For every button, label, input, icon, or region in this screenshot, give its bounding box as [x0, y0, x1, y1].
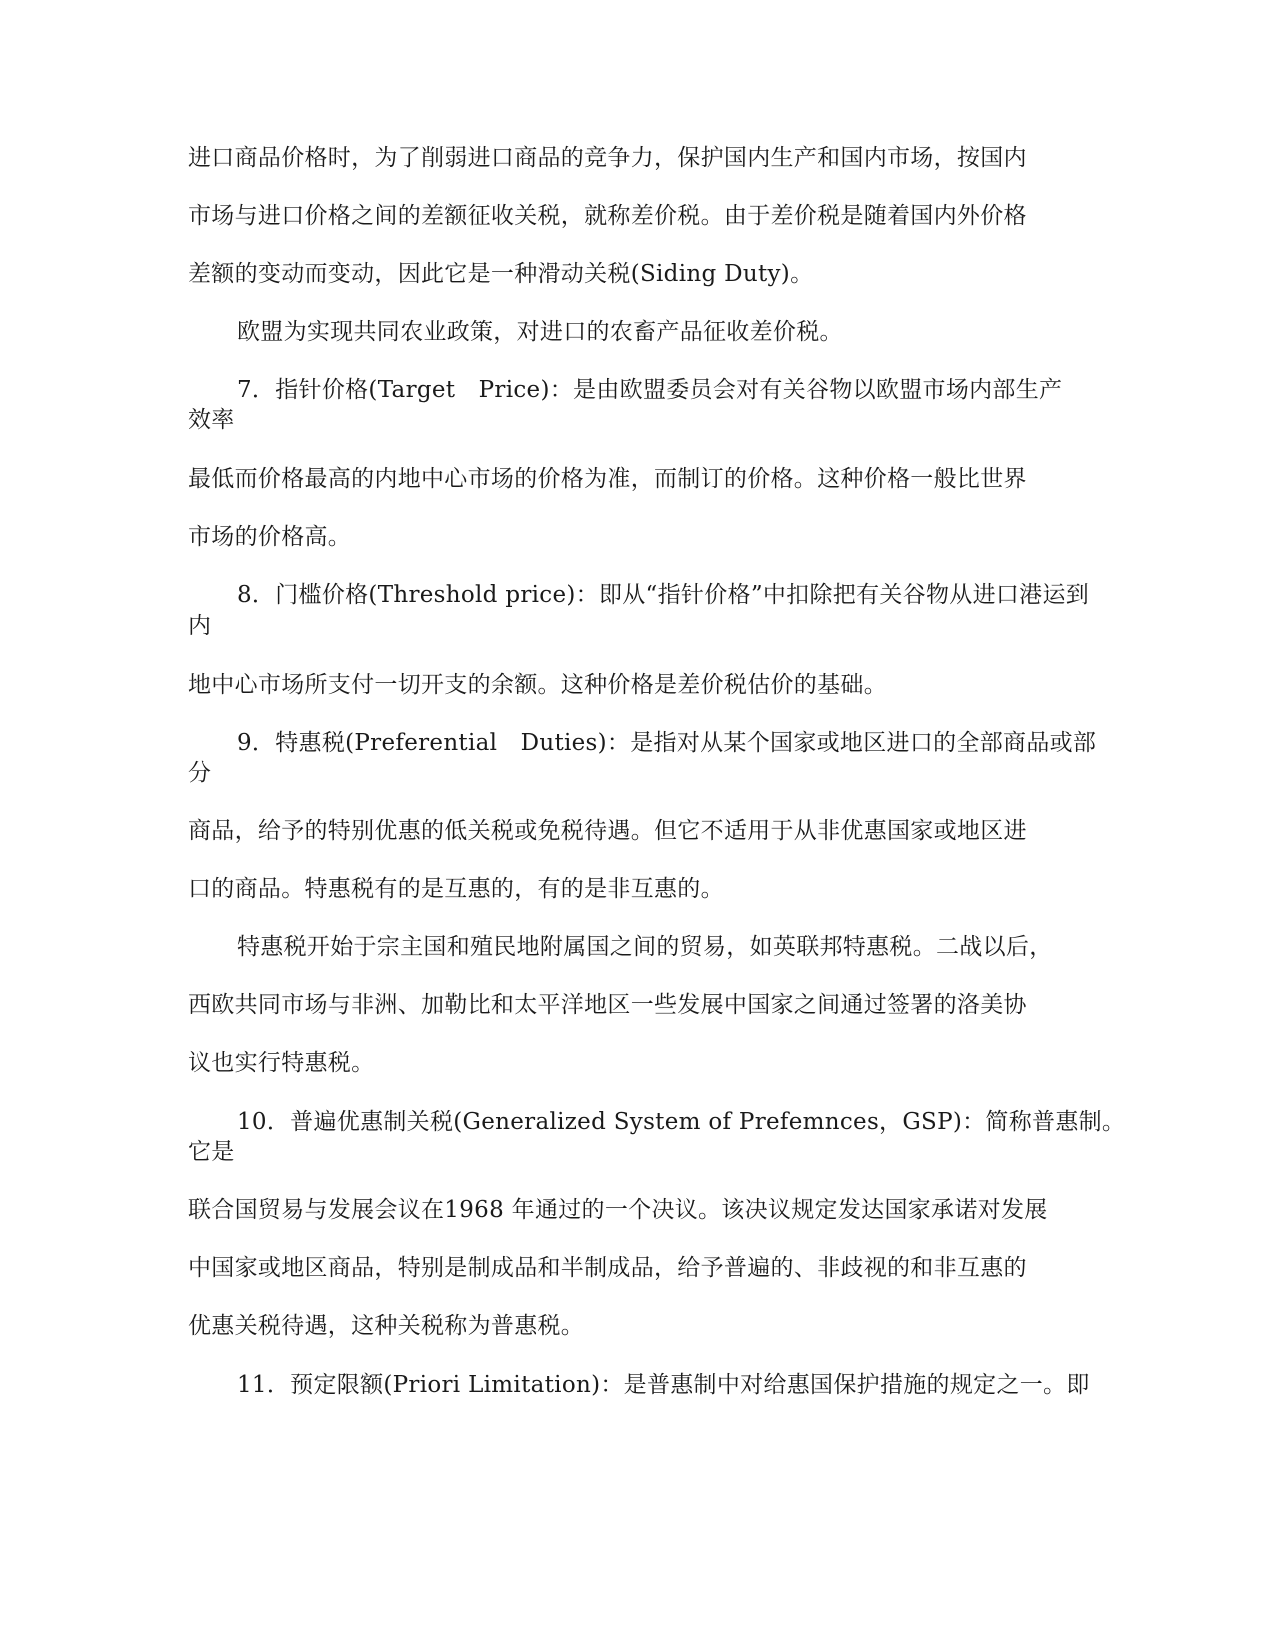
text-line: 地中心市场所支付一切开支的余额。这种价格是差价税估价的基础。 — [188, 672, 887, 698]
text-line: 进口商品价格时，为了削弱进口商品的竞争力，保护国内生产和国内市场，按国内 — [188, 145, 1027, 171]
text-line: 联合国贸易与发展会议在1968 年通过的一个决议。该决议规定发达国家承诺对发展 — [188, 1197, 1048, 1223]
text-line: 效率 — [188, 407, 235, 433]
text-line: 市场与进口价格之间的差额征收关税，就称差价税。由于差价税是随着国内外价格 — [188, 203, 1027, 229]
text-line: 差额的变动而变动，因此它是一种滑动关税(Siding Duty)。 — [188, 261, 814, 287]
text-line: 10．普遍优惠制关税(Generalized System of Prefemnces，GSP)：简称普惠制。 — [237, 1109, 1126, 1135]
text-line: 西欧共同市场与非洲、加勒比和太平洋地区一些发展中国家之间通过签署的洛美协 — [188, 992, 1027, 1018]
text-line: 11．预定限额(Priori Limitation)：是普惠制中对给惠国保护措施的规定之一。即 — [237, 1372, 1090, 1398]
text-line: 欧盟为实现共同农业政策，对进口的农畜产品征收差价税。 — [237, 319, 843, 345]
text-line: 特惠税开始于宗主国和殖民地附属国之间的贸易，如英联邦特惠税。二战以后， — [237, 934, 1053, 960]
text-line: 议也实行特惠税。 — [188, 1050, 375, 1076]
text-line: 市场的价格高。 — [188, 524, 352, 550]
text-line: 9．特惠税(Preferential Duties)：是指对从某个国家或地区进口的全部商品或部 — [237, 730, 1097, 756]
text-line: 它是 — [188, 1139, 235, 1165]
text-line: 中国家或地区商品，特别是制成品和半制成品，给予普遍的、非歧视的和非互惠的 — [188, 1255, 1027, 1281]
text-line: 8．门槛价格(Threshold price)：即从“指针价格”中扣除把有关谷物从进口港运到 — [237, 582, 1090, 608]
text-line: 商品，给予的特别优惠的低关税或免税待遇。但它不适用于从非优惠国家或地区进 — [188, 818, 1027, 844]
text-line: 口的商品。特惠税有的是互惠的，有的是非互惠的。 — [188, 876, 724, 902]
text-line: 分 — [188, 760, 212, 786]
text-line: 7．指针价格(Target Price)：是由欧盟委员会对有关谷物以欧盟市场内部生产 — [237, 377, 1063, 403]
text-line: 优惠关税待遇，这种关税称为普惠税。 — [188, 1313, 585, 1339]
text-line: 内 — [188, 613, 212, 639]
text-line: 最低而价格最高的内地中心市场的价格为准，而制订的价格。这种价格一般比世界 — [188, 466, 1027, 492]
